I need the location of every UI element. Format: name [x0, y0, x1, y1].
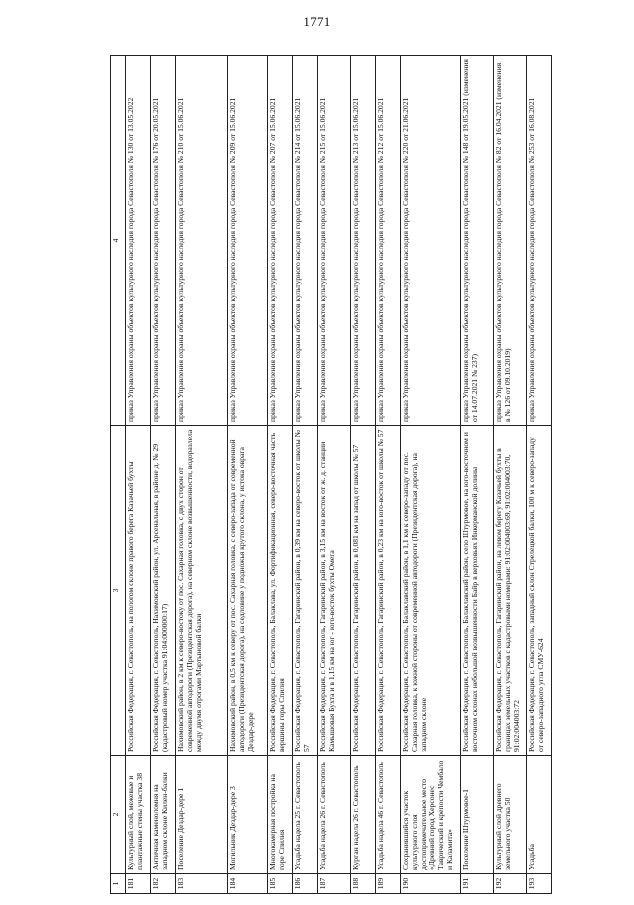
row-number: 183 — [176, 874, 228, 894]
object-name: Усадьба надела 26 г. Севастополь — [318, 756, 351, 874]
object-location: Российская Федерация, г. Севастополь, на пологом склоне правого берега Казачьей бухты — [126, 426, 151, 756]
protection-order: приказ Управления охраны объектов культурного наследия города Севастополя № 130 от 13.05.2022 — [126, 56, 151, 426]
rotated-table — [110, 56, 586, 894]
row-number: 191 — [461, 874, 494, 894]
row-number: 187 — [318, 874, 351, 894]
object-location: Российская Федерация, г. Севастополь, Балаклавский район, в 1,1 км к северо-западу от пос. Сахарная головка, к южной стороны от современной автодороги (Президентская дорога), на западном склоне — [401, 426, 461, 756]
table-header-row — [111, 56, 126, 894]
protection-order: приказ Управления охраны объектов культурного наследия города Севастополя № 148 от 19.05.2021 (изменения от 14.07.2021 № 237) — [461, 56, 494, 426]
protection-order: приказ Управления охраны объектов культурного наследия города Севастополя № 213 от 15.06.2021 — [351, 56, 376, 426]
protection-order: приказ Управления охраны объектов культурного наследия города Севастополя № 209 от 15.06.2021 — [228, 56, 268, 426]
table-row — [318, 56, 351, 894]
row-number: 185 — [268, 874, 293, 894]
table-row — [293, 56, 318, 894]
object-location: Российская Федерация, г. Севастополь, Гагаринский район, в 0,39 км на северо-восток от школы № 57 — [293, 426, 318, 756]
protection-order: приказ Управления охраны объектов культурного наследия города Севастополя № 220 от 21.06.2021 — [401, 56, 461, 426]
rotated-table-wrapper — [110, 56, 586, 894]
table-row — [461, 56, 494, 894]
object-location: Российская Федерация, г. Севастополь, Нахимовский район, ул. Арсенальная, в районе д. № 29 (кадастровый номер участка 91:04:000000:17) — [151, 426, 176, 756]
protection-order: приказ Управления охраны объектов культурного наследия города Севастополя № 176 от 20.05.2021 — [151, 56, 176, 426]
object-name: Сохранившийся участок культурного слоя достопримечательное место «Древний город Херсонес Таврический и крепости Чембало и Каламита» — [401, 756, 461, 874]
object-location: Российская Федерация, г. Севастополь, Гагаринский район, в 0,081 км на запад от школы № 57 — [351, 426, 376, 756]
object-location: Нахимовский район, в 2 км к северо-востоку от пос. Сахарная головка, с двух сторон от современной автодороги (Президентская дорога), на северном склоне возвышенности, водоразлела между двумя отрогами Мартыновой балки — [176, 426, 228, 756]
row-number: 193 — [527, 874, 552, 894]
protection-order: приказ Управления охраны объектов культурного наследия города Севастополя № 215 от 15.06.2021 — [318, 56, 351, 426]
protection-order: приказ Управления охраны объектов культурного наследия города Севастополя № 212 от 15.06.2021 — [376, 56, 401, 426]
object-location: Российская Федерация, г. Севастополь, Гагаринский район, в 0,23 км на юго-восток от школы № 57 — [376, 426, 401, 756]
header-col-3: 3 — [111, 426, 126, 756]
table-row — [126, 56, 151, 894]
object-name: Культурный слой, межевые и плантажные стены участка 38 — [126, 756, 151, 874]
table-row — [376, 56, 401, 894]
object-name: Античная каменоломня на западном склоне Килен-балки — [151, 756, 176, 874]
table-row — [351, 56, 376, 894]
row-number: 182 — [151, 874, 176, 894]
header-col-2: 2 — [111, 756, 126, 874]
protection-order: приказ Управления охраны объектов культурного наследия города Севастополя № 214 от 15.06.2021 — [293, 56, 318, 426]
object-location: Российская Федерация, г. Севастополь, Балаклава, ул. Фортификационная, северо-восточная часть вершины горы Спилия — [268, 426, 293, 756]
row-number: 192 — [494, 874, 527, 894]
row-number: 184 — [228, 874, 268, 894]
object-location: Нахимовский район, в 0,5 км к северу от пос. Сахарная головка, с северо-запада от современной автодороги (Президентская дорога), на седловине у подножья крутого склона, у истока оврага Дездар-дере — [228, 426, 268, 756]
header-col-4: 4 — [111, 56, 126, 426]
object-name: Усадьба — [527, 756, 552, 874]
object-location: Российская Федерация, г. Севастополь, Гагаринский район, на левом берегу Казачьей бухты в границах земельных участков с кадастровыми номерами: 91:02:004003:69, 91:02:004003:70, 91:02:004003:72 — [494, 426, 527, 756]
table-row — [401, 56, 461, 894]
protection-order: приказ Управления охраны объектов культурного наследия города Севастополя № 210 от 15.06.2021 — [176, 56, 228, 426]
page-number: 1771 — [303, 14, 331, 29]
table-row — [151, 56, 176, 894]
object-name: Поселение Дездар-дере 1 — [176, 756, 228, 874]
header-col-1: 1 — [111, 874, 126, 894]
table-row — [494, 56, 527, 894]
table-row — [176, 56, 228, 894]
table-row — [268, 56, 293, 894]
object-name: Усадьба надела 25 г. Севастополь — [293, 756, 318, 874]
object-name: Многокамерная постройка на горе Спилия — [268, 756, 293, 874]
object-name: Поселение Штурмовое-1 — [461, 756, 494, 874]
protection-order: приказ Управления охраны объектов культурного наследия города Севастополя № 253 от 16.08.2021 — [527, 56, 552, 426]
row-number: 188 — [351, 874, 376, 894]
row-number: 186 — [293, 874, 318, 894]
object-location: Российская Федерация, г. Севастополь, Гагаринский район, в 3,15 км на восток от ж. д. станции Камышовая Бухта и в 1,15 км на юг - юго-восток бухты Омега — [318, 426, 351, 756]
row-number: 189 — [376, 874, 401, 894]
object-location: Российская Федерация, г. Севастополь, Балаклавский район, село Штурмовое, на юго-восточном и восточном склонах небольшой возвышенности Байр в верховьях Инкерманской долины — [461, 426, 494, 756]
heritage-objects-table — [110, 55, 552, 894]
table-row — [527, 56, 552, 894]
object-name: Усадьба надела 46 г. Севастополь — [376, 756, 401, 874]
row-number: 181 — [126, 874, 151, 894]
row-number: 190 — [401, 874, 461, 894]
object-location: Российская Федерация, г. Севастополь, западный склон Стрелецкой балки, 100 м к северо-западу от северо-западного угла СМУ-624 — [527, 426, 552, 756]
object-name: Курган надела 26 г. Севастополь — [351, 756, 376, 874]
object-name: Могильник Дездар-дере 3 — [228, 756, 268, 874]
protection-order: приказ Управления охраны объектов культурного наследия города Севастополя № 207 от 15.06.2021 — [268, 56, 293, 426]
table-row — [228, 56, 268, 894]
object-name: Культурный слой древнего земельного участка 50 — [494, 756, 527, 874]
protection-order: приказ Управления охраны объектов культурного наследия города Севастополя № 82 от 16.04.2021 (изменения в № 126 от 09.10.2019) — [494, 56, 527, 426]
